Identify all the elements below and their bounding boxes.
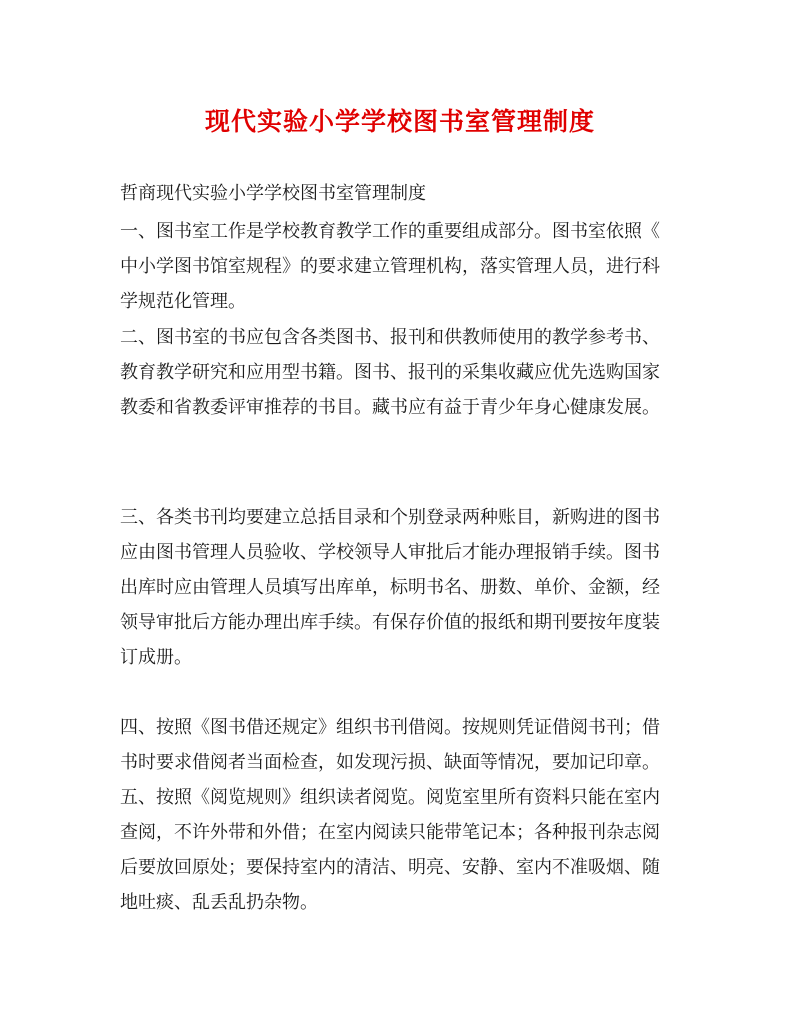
paragraph-line: 二、图书室的书应包含各类图书、报刊和供教师使用的教学参考书、 — [120, 327, 660, 348]
paragraph-4 — [120, 710, 680, 780]
paragraph-2 — [120, 320, 680, 425]
paragraph-line: 学规范化管理。 — [120, 291, 246, 312]
paragraph-line: 地吐痰、乱丢乱扔杂物。 — [120, 892, 318, 913]
paragraph-line: 订成册。 — [120, 647, 192, 668]
paragraph-line: 五、按照《阅览规则》组织读者阅览。阅览室里所有资料只能在室内 — [120, 787, 660, 808]
document-subtitle — [120, 176, 680, 211]
paragraph-line: 四、按照《图书借还规定》组织书刊借阅。按规则凭证借阅书刊；借 — [120, 717, 660, 738]
paragraph-line: 书时要求借阅者当面检查，如发现污损、缺面等情况，要加记印章。 — [120, 752, 660, 773]
document-title: 现代实验小学学校图书室管理制度 — [204, 107, 595, 136]
paragraph-line: 一、图书室工作是学校教育教学工作的重要组成部分。图书室依照《 — [120, 221, 660, 242]
paragraph-5 — [120, 780, 680, 920]
paragraph-line: 三、各类书刊均要建立总括目录和个别登录两种账目，新购进的图书 — [120, 507, 660, 528]
paragraph-line: 后要放回原处；要保持室内的清洁、明亮、安静、室内不准吸烟、随 — [120, 857, 660, 878]
subtitle-line: 哲商现代实验小学学校图书室管理制度 — [120, 183, 426, 204]
paragraph-line: 教育教学研究和应用型书籍。图书、报刊的采集收藏应优先选购国家 — [120, 362, 660, 383]
paragraph-line: 领导审批后方能办理出库手续。有保存价值的报纸和期刊要按年度装 — [120, 612, 660, 633]
paragraph-line: 教委和省教委评审推荐的书目。藏书应有益于青少年身心健康发展。 — [120, 397, 660, 418]
paragraph-3 — [120, 500, 680, 675]
paragraph-1 — [120, 214, 680, 319]
paragraph-line: 出库时应由管理人员填写出库单，标明书名、册数、单价、金额，经 — [120, 577, 660, 598]
paragraph-line: 查阅，不许外带和外借；在室内阅读只能带笔记本；各种报刊杂志阅 — [120, 822, 660, 843]
paragraph-line: 中小学图书馆室规程》的要求建立管理机构，落实管理人员，进行科 — [120, 256, 660, 277]
paragraph-line: 应由图书管理人员验收、学校领导人审批后才能办理报销手续。图书 — [120, 542, 660, 563]
